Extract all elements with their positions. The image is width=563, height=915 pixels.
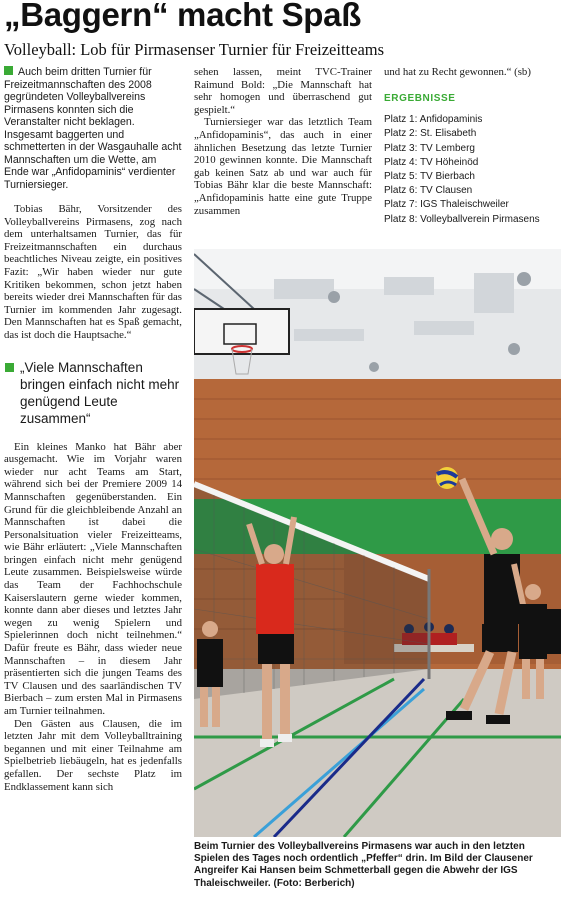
result-item: Platz 4: TV Höheinöd — [384, 156, 479, 168]
results-list — [384, 113, 560, 227]
column-2 — [194, 66, 372, 217]
result-item: Platz 2: St. Elisabeth — [384, 128, 477, 140]
result-item: Platz 5: TV Bierbach — [384, 171, 475, 182]
column-3 — [384, 66, 560, 227]
lead-paragraph — [4, 66, 182, 191]
headline: „Baggern“ macht Spaß — [4, 0, 362, 33]
body-paragraph-2: Ein kleines Manko hat Bähr aber ausgemacht. Wie im Vorjahr waren wieder nur acht Teams am Start, während sich bei der Premiere 2009 14 Mannschaften gegenüberstanden. Ein Grund für die gleichbleibende Anzahl an Mannschaften ist dabei die Personalsituation vieler Freizeitteams, wie Bähr erläutert: „Viele Mannschaften bringen einfach nicht mehr genügend Leute zusammen. Beispielsweise würde das Team der Fachhochschule Kaiserslautern gerne wieder kommen, konnte dann aber dieses und letztes Jahr wegen zu wenig Spielern und Spielerinnen doch nicht teilnehmen.“ Dafür freute es Bähr, dass wieder neue Mannschaften – in diesem Jahr präsentierten sich die jungen Teams des TV Clausen und des saarländischen TV Bierbach – zum ersten Mal in Pirmasens am Turnier teilnahmen. — [4, 440, 182, 717]
pull-quote-text: „Viele Mannschaften bringen einfach nicht mehr genügend Leute zusammen“ — [20, 359, 180, 426]
col3-paragraph-1: und hat zu Recht gewonnen.“ (sb) — [384, 66, 531, 78]
subheadline: Volleyball: Lob für Pirmasenser Turnier für Freizeitteams — [4, 40, 385, 59]
body-paragraph-1: Tobias Bähr, Vorsitzender des Volleyballvereins Pirmasens, zog nach dem unterhaltsamen Turnier, das für Freizeitmannschaften ein durchaus beachtliches Niveau zeigte, ein positives Fazit: „Wir haben wieder nur gute Kritiken bekommen, schon jetzt haben bereits wieder drei Mannschaften für das Turnier im kommenden Jahr zugesagt. Den Mannschaften hat es Spaß gemacht, das ist doch die Hauptsache.“ — [4, 203, 182, 341]
green-square-icon — [4, 66, 13, 75]
col2-paragraph-2: Turniersieger war das letztlich Team „Anfidopaminis“, das auch in einer ähnlichen Besetzung das letzte Turnier 2010 gewinnen konnte. Die Mannschaft gab keinen Satz ab und war auch für Tobias Bähr klar die beste Mannschaft: „Anfidopaminis hatte eine gute Truppe zusammen — [194, 116, 372, 217]
col2-paragraph-1: sehen lassen, meint TVC-Trainer Raimund Bold: „Die Mannschaft hat sehr homogen und überraschend gut gespielt.“ — [194, 66, 372, 116]
column-1 — [4, 66, 182, 793]
result-item: Platz 1: Anfidopaminis — [384, 114, 483, 126]
result-item: Platz 3: TV Lemberg — [384, 142, 475, 154]
lead-text: Auch beim dritten Turnier für Freizeitmannschaften des 2008 gegründeten Volleyballvereins Pirmasens konnten sich die Veranstalter nicht beklagen. Insgesamt baggerten und schmetterten in der Wasgauhalle acht Mannschaften um die Wette, am Ende war „Anfidopaminis“ verdienter Turniersieger. — [4, 66, 182, 191]
photo-caption: Beim Turnier des Volleyballvereins Pirmasens war auch in den letzten Spielen des Tages noch ordentlich „Pfeffer“ drin. Im Bild der Clausener Angreifer Kai Hansen beim Schmetterball gegen die Abwehr der IGS Thaleischweiler. (Foto: Berberich) — [194, 841, 533, 889]
result-item: Platz 7: IGS Thaleischweiler — [384, 199, 509, 211]
pull-quote — [4, 359, 182, 427]
results-heading: ERGEBNISSE — [384, 92, 456, 104]
green-square-icon — [5, 363, 14, 372]
result-item: Platz 8: Volleyballverein Pirmasens — [384, 213, 540, 225]
result-item: Platz 6: TV Clausen — [384, 185, 473, 197]
volleyball-photo — [194, 249, 561, 837]
body-paragraph-3: Den Gästen aus Clausen, die im letzten Jahr mit dem Volleyballtraining begannen und mit einer Teilnahme am Spielbetrieb liebäugeln, hat es jedenfalls gefallen. Der sechste Platz im Endklassement kann sich — [4, 717, 182, 793]
